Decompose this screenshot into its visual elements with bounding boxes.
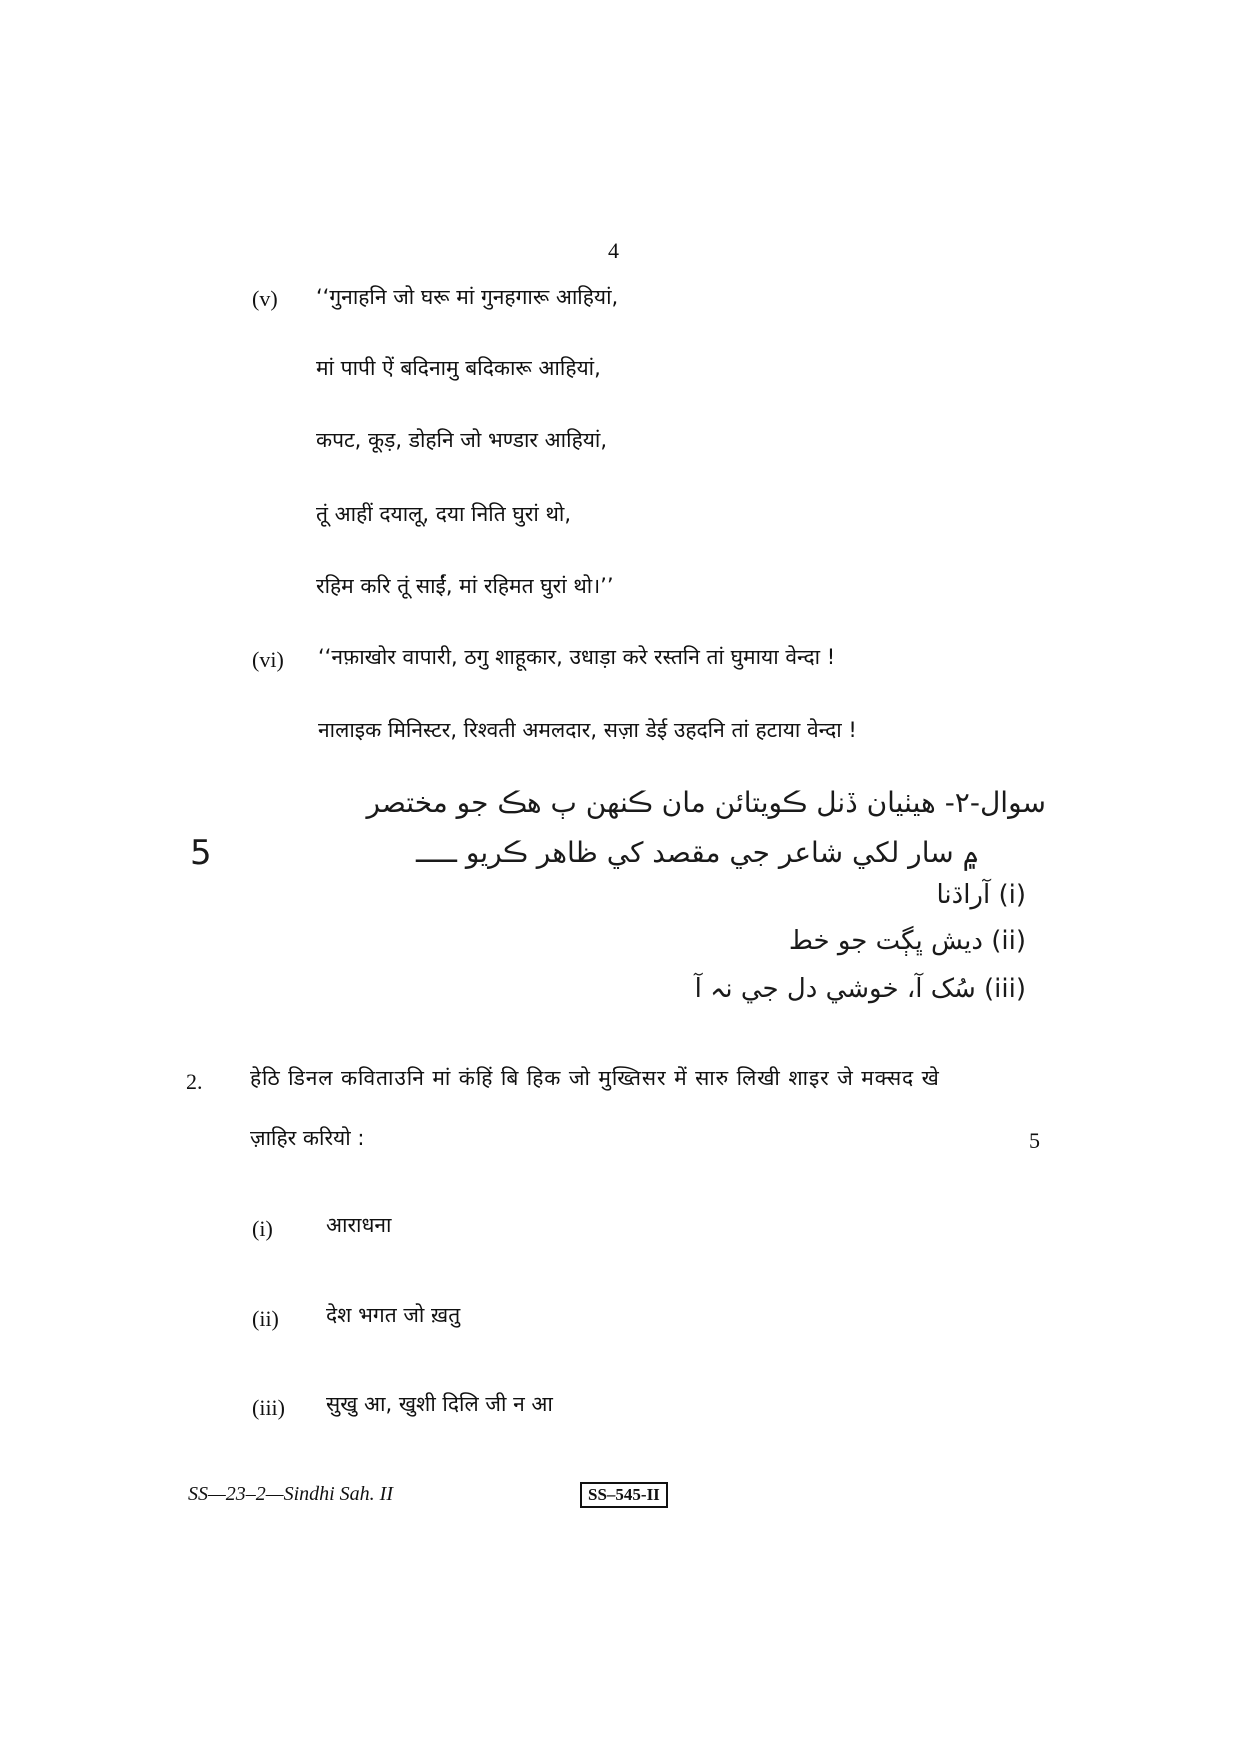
option-iii-label: (iii): [252, 1395, 285, 1420]
footer-paper-code: SS—23–2—Sindhi Sah. II: [188, 1483, 393, 1505]
passage-v-line-4: तूं आहीं दयालू, दया निति घुरां थो,: [316, 502, 572, 526]
footer-series-code: SS–545-II: [580, 1482, 668, 1508]
passage-vi-line-2: नालाइक मिनिस्टर, रिश्वती अमलदार, सज़ा डेई उहदनि तां हटाया वेन्दा !: [318, 718, 857, 742]
question-number: 2.: [186, 1069, 203, 1094]
option-i-label: (i): [252, 1216, 273, 1241]
passage-v-line-1: ‘‘गुनाहनि जो घरू मां गुनहगारू आहियां,: [316, 285, 619, 309]
handwritten-question-line-2: ۾ سار لکي شاعر جي مقصد کي ظاهر ڪريو ـــــ: [415, 836, 979, 869]
passage-v-line-2: मां पापी ऐं बदिनामु बदिकारू आहियां,: [316, 356, 601, 380]
option-ii-text: देश भगत जो ख़तु: [326, 1303, 461, 1327]
question-marks: 5: [1029, 1128, 1040, 1153]
handwritten-option-2: (ii) ديش ڀڳت جو خط: [788, 926, 1026, 956]
passage-v-line-5: रहिम करि तूं साईं, मां रहिमत घुरां थो।’’: [316, 574, 614, 598]
handwritten-option-1: (i) آراڌنا: [936, 880, 1026, 910]
passage-v-label: (v): [252, 286, 278, 311]
question-line-2: ज़ाहिर करियो :: [250, 1126, 365, 1150]
option-i-text: आराधना: [326, 1213, 392, 1237]
passage-v-line-3: कपट, कूड़, डोहनि जो भण्डार आहियां,: [316, 428, 608, 452]
option-ii-label: (ii): [252, 1306, 279, 1331]
page-number: 4: [608, 238, 619, 263]
passage-vi-line-1: ‘‘नफ़ाखोर वापारी, ठगु शाहूकार, उधाड़ा करे रस्तनि तां घुमाया वेन्दा !: [318, 645, 836, 669]
handwritten-question-line-1: سوال-٢- هيٺيان ڏنل ڪويتائن مان ڪنهن ٻ هڪ جو مختصر: [366, 786, 1046, 819]
option-iii-text: सुखु आ, खुशी दिलि जी न आ: [326, 1392, 553, 1416]
question-line-1: हेठि डिनल कविताउनि मां कंहिं बि हिक जो मुख्तिसर में सारु लिखी शाइर जे मक्सद खे: [250, 1066, 940, 1090]
handwritten-marks: 5: [190, 833, 212, 873]
handwritten-option-3: (iii) سُک آ، خوشي دل جي نہ آ: [694, 974, 1026, 1004]
passage-vi-label: (vi): [252, 647, 284, 672]
